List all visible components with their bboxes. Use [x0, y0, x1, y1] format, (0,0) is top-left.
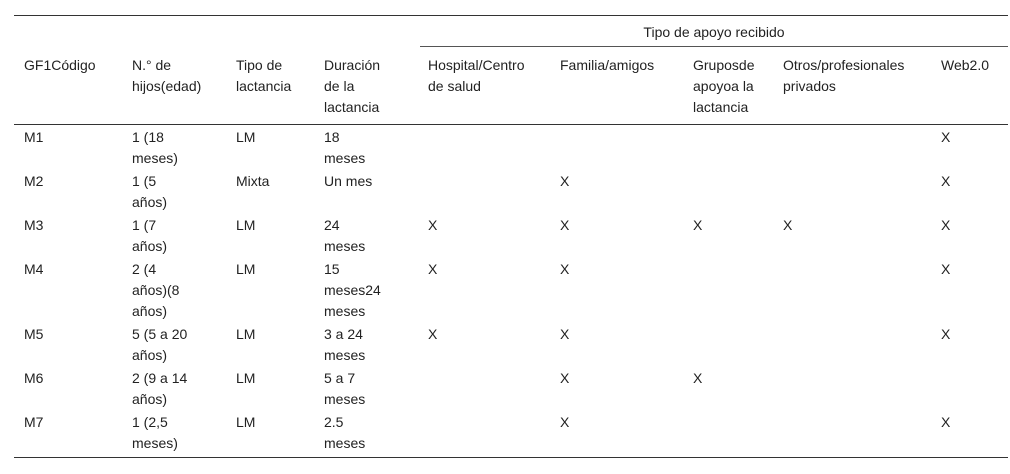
cell-line: meses) — [132, 150, 178, 166]
cell-col-hijos — [132, 324, 187, 366]
cell-col-familia: X — [560, 261, 570, 277]
cell-col-familia: X — [560, 173, 570, 189]
cell-line: años) — [132, 194, 168, 210]
header-line: hijos(edad) — [132, 78, 202, 94]
cell-col-hijos — [132, 259, 179, 322]
cell-col-duracion — [324, 127, 365, 169]
cell-line: meses — [324, 435, 366, 451]
header-line: Duración — [324, 57, 381, 73]
cell-col-duracion — [324, 412, 365, 454]
cell-col-tipo-lactancia: Mixta — [236, 173, 270, 189]
header-rule — [14, 124, 1008, 125]
cell-col-familia: X — [560, 414, 570, 430]
header-line: Otros/profesionales — [783, 57, 905, 73]
cell-col-duracion — [324, 215, 365, 257]
header-col-familia — [560, 55, 654, 76]
cell-col-web: X — [941, 414, 951, 430]
bottom-rule — [14, 457, 1008, 458]
cell-line: 18 — [324, 129, 340, 145]
cell-line: meses — [324, 347, 366, 363]
header-col-otros — [783, 55, 904, 97]
cell-col-hijos — [132, 171, 167, 213]
cell-col-hijos — [132, 412, 178, 454]
header-col-hospital — [428, 55, 525, 97]
cell-col-hospital: X — [428, 326, 438, 342]
header-line: N.° de — [132, 57, 172, 73]
cell-line: meses — [324, 238, 366, 254]
cell-col-grupos: X — [693, 370, 703, 386]
cell-col-grupos: X — [693, 217, 703, 233]
header-col-duracion — [324, 55, 380, 118]
header-line: apoyoa la — [693, 78, 754, 94]
cell-col-hijos — [132, 215, 167, 257]
cell-line: 15 — [324, 261, 340, 277]
cell-col-tipo-lactancia: LM — [236, 414, 256, 430]
cell-line: años) — [132, 238, 168, 254]
cell-line: 1 (2,5 — [132, 414, 168, 430]
cell-col-tipo-lactancia: LM — [236, 129, 256, 145]
header-line: de salud — [428, 78, 481, 94]
cell-line: 1 (5 — [132, 173, 157, 189]
header-line: lactancia — [236, 78, 292, 94]
top-rule — [14, 15, 1008, 16]
group-header-rule — [420, 46, 1008, 47]
cell-col-codigo: M4 — [24, 261, 44, 277]
cell-col-codigo: M6 — [24, 370, 44, 386]
cell-col-duracion — [324, 324, 365, 366]
header-line: Gruposde — [693, 57, 755, 73]
cell-col-familia: X — [560, 217, 570, 233]
cell-line: Un mes — [324, 173, 373, 189]
header-line: lactancia — [693, 99, 749, 115]
cell-col-tipo-lactancia: LM — [236, 326, 256, 342]
cell-col-duracion — [324, 368, 365, 410]
header-col-hijos — [132, 55, 201, 97]
header-line: privados — [783, 78, 836, 94]
cell-col-hospital: X — [428, 261, 438, 277]
header-line: Tipo de — [236, 57, 283, 73]
cell-col-codigo: M5 — [24, 326, 44, 342]
header-line: Familia/amigos — [560, 57, 655, 73]
cell-line: 5 (5 a 20 — [132, 326, 188, 342]
cell-col-web: X — [941, 173, 951, 189]
header-col-grupos — [693, 55, 754, 118]
header-col-web — [941, 55, 989, 76]
cell-line: años) — [132, 347, 168, 363]
cell-col-tipo-lactancia: LM — [236, 370, 256, 386]
cell-line: 3 a 24 — [324, 326, 363, 342]
header-col-tipo-lactancia — [236, 55, 291, 97]
header-line: Hospital/Centro — [428, 57, 525, 73]
cell-col-tipo-lactancia: LM — [236, 261, 256, 277]
cell-col-codigo: M2 — [24, 173, 44, 189]
cell-line: años) — [132, 391, 168, 407]
cell-line: 2.5 — [324, 414, 344, 430]
cell-col-duracion — [324, 171, 372, 192]
cell-line: meses24 — [324, 282, 381, 298]
cell-col-web: X — [941, 326, 951, 342]
cell-line: meses — [324, 303, 366, 319]
cell-col-otros: X — [783, 217, 793, 233]
cell-line: años)(8 — [132, 282, 180, 298]
cell-line: meses — [324, 391, 366, 407]
cell-line: 24 — [324, 217, 340, 233]
cell-col-web: X — [941, 261, 951, 277]
cell-col-familia: X — [560, 326, 570, 342]
header-line: Web2.0 — [941, 57, 989, 73]
cell-line: años) — [132, 303, 168, 319]
cell-line: 5 a 7 — [324, 370, 356, 386]
cell-col-hospital: X — [428, 217, 438, 233]
cell-line: meses) — [132, 435, 178, 451]
cell-col-codigo: M1 — [24, 129, 44, 145]
cell-line: 1 (7 — [132, 217, 157, 233]
header-line: lactancia — [324, 99, 380, 115]
cell-line: 2 (9 a 14 — [132, 370, 188, 386]
cell-col-codigo: M7 — [24, 414, 44, 430]
cell-col-web: X — [941, 129, 951, 145]
header-line: de la — [324, 78, 355, 94]
header-line: GF1Código — [24, 57, 96, 73]
cell-col-codigo: M3 — [24, 217, 44, 233]
cell-line: 1 (18 — [132, 129, 164, 145]
cell-col-familia: X — [560, 370, 570, 386]
cell-col-hijos — [132, 368, 187, 410]
cell-col-web: X — [941, 217, 951, 233]
cell-line: 2 (4 — [132, 261, 157, 277]
cell-col-duracion — [324, 259, 381, 322]
cell-col-hijos — [132, 127, 178, 169]
group-header: Tipo de apoyo recibido — [643, 24, 785, 40]
cell-col-tipo-lactancia: LM — [236, 217, 256, 233]
header-col-codigo — [24, 55, 96, 76]
cell-line: meses — [324, 150, 366, 166]
